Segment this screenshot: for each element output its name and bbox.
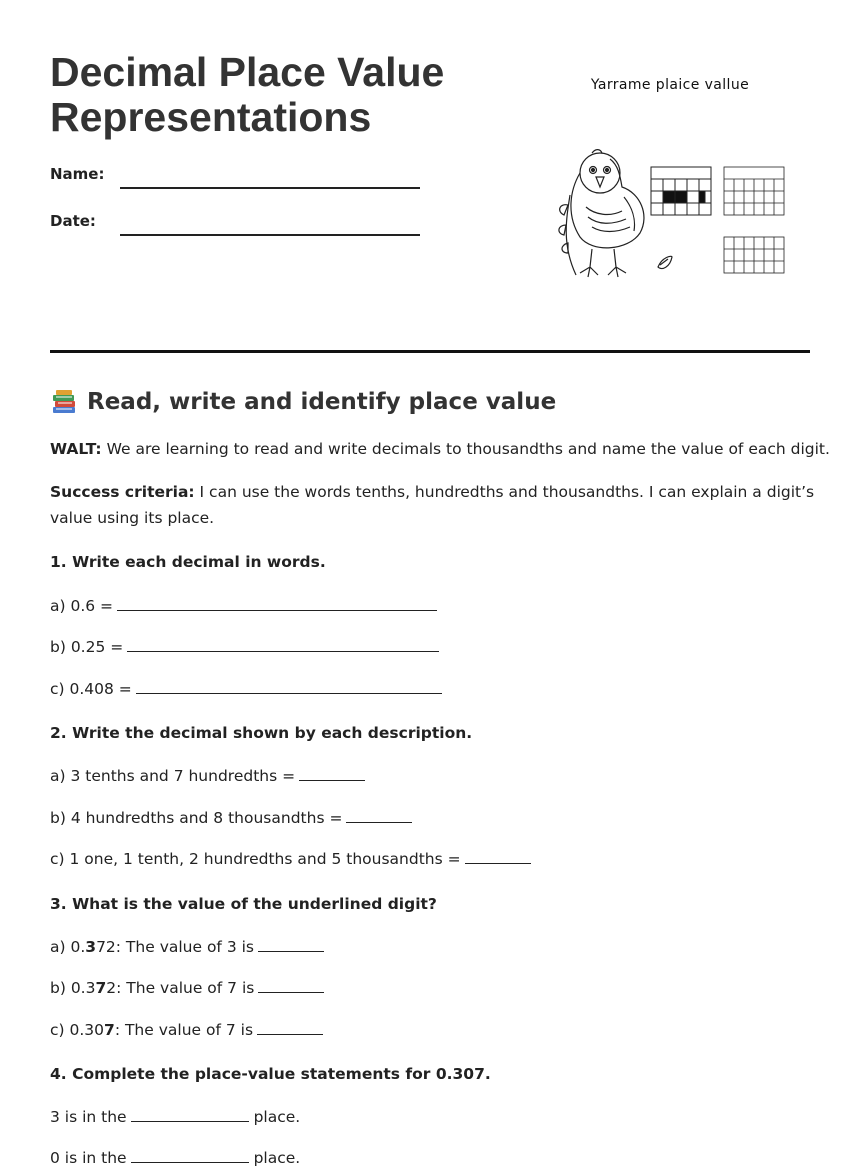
walt-statement: [50, 440, 830, 458]
place-value-grid-empty: [724, 167, 784, 215]
place-value-grid-small: [724, 237, 784, 273]
place-value-grid-shaded: [651, 167, 711, 215]
question-4-statement-2: [50, 1148, 300, 1167]
answer-2a-field[interactable]: [299, 766, 365, 781]
question-3a-suffix: 72: The value of 3 is: [96, 938, 254, 956]
chick-grid-illustration: [540, 145, 800, 285]
answer-2b-field[interactable]: [346, 808, 412, 823]
answer-2c-field[interactable]: [465, 849, 531, 864]
question-3b: [50, 978, 324, 997]
answer-3b-field[interactable]: [258, 978, 324, 993]
books-icon: [50, 388, 78, 416]
title-line-2: Representations: [50, 94, 372, 140]
date-field[interactable]: [120, 234, 420, 236]
question-2a: [50, 766, 365, 785]
answer-1a-field[interactable]: [117, 596, 437, 611]
answer-3a-field[interactable]: [258, 937, 324, 952]
name-field[interactable]: [120, 187, 420, 189]
success-criteria-text: I can use the words tenths, hundredths and thousandths. I can explain a digit’s value using its place.: [50, 483, 815, 527]
question-4-statement-1: [50, 1107, 300, 1126]
question-1b-text: b) 0.25 =: [50, 638, 124, 656]
question-2c-text: c) 1 one, 1 tenth, 2 hundredths and 5 thousandths =: [50, 850, 461, 868]
title-line-1: Decimal Place Value: [50, 49, 445, 95]
success-criteria: [50, 479, 820, 531]
section-heading: [50, 388, 556, 416]
underlined-digit: 3: [85, 938, 97, 956]
question-2c: [50, 849, 531, 868]
question-1a: [50, 596, 437, 615]
question-2-heading: 2. Write the decimal shown by each description.: [50, 724, 473, 742]
question-2a-text: a) 3 tenths and 7 hundredths =: [50, 767, 296, 785]
page-title: [50, 50, 510, 140]
header-divider: [50, 350, 810, 353]
statement-1-prefix: 3 is in the: [50, 1108, 127, 1126]
question-1-heading: 1. Write each decimal in words.: [50, 553, 326, 571]
question-2b: [50, 808, 412, 827]
question-3c: [50, 1020, 323, 1039]
question-4-heading: 4. Complete the place-value statements for 0.307.: [50, 1065, 491, 1083]
question-2b-text: b) 4 hundredths and 8 thousandths =: [50, 809, 343, 827]
walt-text: We are learning to read and write decimals to thousandths and name the value of each digit.: [101, 440, 830, 458]
answer-1b-field[interactable]: [127, 637, 439, 652]
answer-3c-field[interactable]: [257, 1020, 323, 1035]
section-heading-text: Read, write and identify place value: [87, 389, 557, 415]
question-3-heading: 3. What is the value of the underlined digit?: [50, 895, 437, 913]
statement-1-suffix: place.: [253, 1108, 301, 1126]
answer-4-1-field[interactable]: [131, 1107, 249, 1122]
success-criteria-label: Success criteria:: [50, 483, 195, 501]
question-3a-prefix: a) 0.: [50, 938, 86, 956]
statement-2-suffix: place.: [253, 1149, 301, 1167]
statement-2-prefix: 0 is in the: [50, 1149, 127, 1167]
question-1c-text: c) 0.408 =: [50, 680, 132, 698]
question-3c-prefix: c) 0.30: [50, 1021, 105, 1039]
walt-label: WALT:: [50, 440, 102, 458]
underlined-digit: 7: [104, 1021, 115, 1039]
date-label: Date:: [50, 212, 96, 230]
underlined-digit: 7: [95, 979, 107, 997]
answer-1c-field[interactable]: [136, 679, 442, 694]
question-3b-suffix: 2: The value of 7 is: [106, 979, 255, 997]
question-1c: [50, 679, 442, 698]
question-1a-text: a) 0.6 =: [50, 597, 114, 615]
question-3c-suffix: : The value of 7 is: [114, 1021, 254, 1039]
name-label: Name:: [50, 165, 105, 183]
question-3b-prefix: b) 0.3: [50, 979, 96, 997]
question-1b: [50, 637, 439, 656]
chick-icon: [559, 150, 672, 277]
art-caption: Yarrame plaice vallue: [590, 77, 750, 93]
question-3a: [50, 937, 324, 956]
